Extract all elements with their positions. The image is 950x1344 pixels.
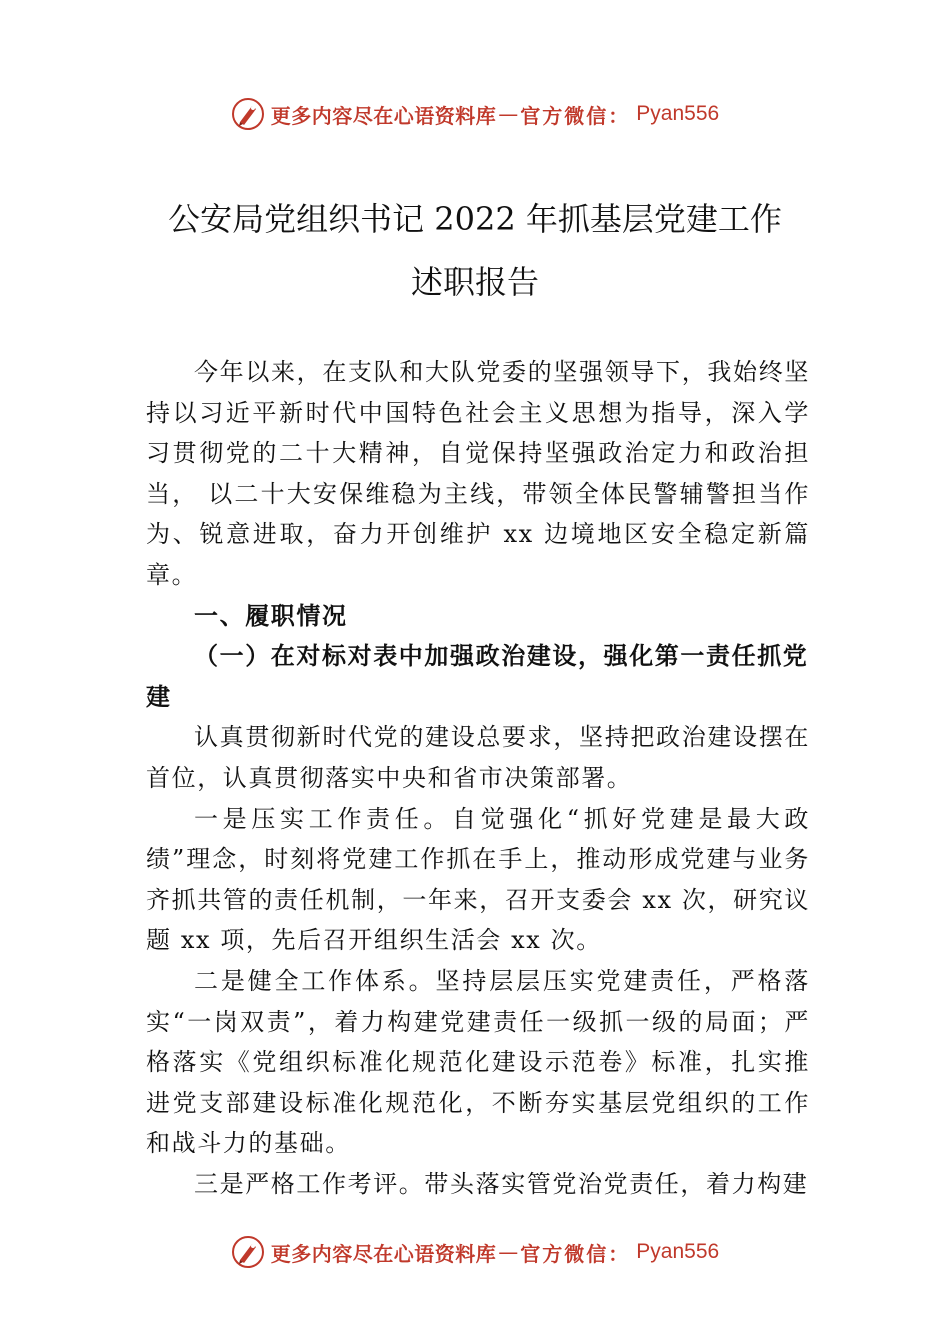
section-heading: 一、履职情况 xyxy=(194,601,348,630)
banner-wechat-id: Pyan556 xyxy=(636,1240,720,1263)
pen-logo-icon xyxy=(231,97,265,131)
banner-text: 更多内容尽在心语资料库 xyxy=(270,103,497,128)
banner-separator: — xyxy=(498,1240,519,1264)
document-title-line2: 述职报告 xyxy=(410,263,539,301)
pen-logo-icon xyxy=(231,1235,265,1269)
banner-wechat-label: 官方微信： xyxy=(520,1241,631,1266)
header-banner xyxy=(0,94,950,134)
banner-wechat-label: 官方微信： xyxy=(520,103,631,128)
paragraph-3: 二是健全工作体系。坚持层层压实党建责任，严格落实“一岗双责”，着力构建党建责任一级抓一级的局面；严格落实《党组织标准化规范化建设示范卷》标准，扎实推进党支部建设标准化规范化，不断夯实基层党组织的工作和战斗力的基础。 xyxy=(146,966,810,1158)
subsection-heading: （一）在对标对表中加强政治建设，强化第一责任抓党建 xyxy=(146,642,809,711)
footer-banner xyxy=(0,1232,950,1272)
paragraph-2: 一是压实工作责任。自觉强化“抓好党建是最大政绩”理念，时刻将党建工作抓在手上，推动形成党建与业务齐抓共管的责任机制，一年来，召开支委会 xx 次，研究议题 xx 项，先后召开组织生活会 xx 次。 xyxy=(146,804,810,955)
intro-paragraph: 今年以来，在支队和大队党委的坚强领导下，我始终坚持以习近平新时代中国特色社会主义思想为指导，深入学习贯彻党的二十大精神，自觉保持坚强政治定力和政治担当， 以二十大安保维稳为主线，带领全体民警辅警担当作为、锐意进取，奋力开创维护 xx 边境地区安全稳定新篇章。 xyxy=(146,358,810,589)
document-title-line1: 公安局党组织书记 2022 年抓基层党建工作 xyxy=(168,200,782,238)
banner-separator: — xyxy=(498,102,519,126)
banner-text: 更多内容尽在心语资料库 xyxy=(270,1241,497,1266)
banner-wechat-id: Pyan556 xyxy=(636,102,720,125)
paragraph-1: 认真贯彻新时代党的建设总要求，坚持把政治建设摆在首位，认真贯彻落实中央和省市决策部署。 xyxy=(146,723,810,792)
paragraph-4: 三是严格工作考评。带头落实管党治党责任，着力构建 xyxy=(194,1169,809,1198)
document-body xyxy=(146,352,810,1204)
